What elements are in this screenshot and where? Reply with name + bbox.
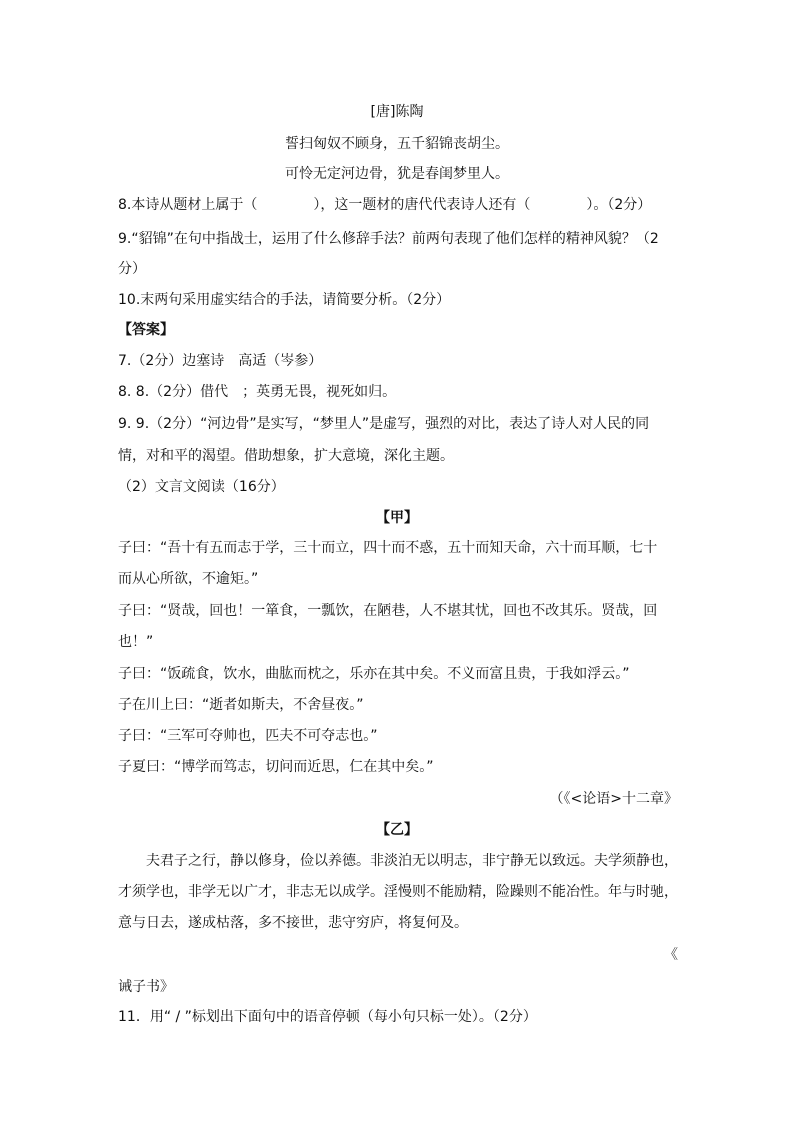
passage-jia-line: 子曰：“饭疏食，饮水，曲肱而枕之，乐亦在其中矣。不义而富且贵，于我如浮云。” [118,666,630,682]
passage-jia-title: 【甲】 [376,510,418,526]
passage-jia-source: （《<论语>十二章》 [549,791,678,807]
passage-yi-line: 意与日去，遂成枯落，多不接世，悲守穷庐，将复何及。 [118,915,468,931]
poem-author: [唐]陈陶 [370,104,424,120]
question-10: 10.末两句采用虚实结合的手法，请简要分析。（2分） [118,292,451,308]
passage-jia-line: 而从心所欲，不逾矩。” [118,571,259,587]
passage-jia-line: 也！” [118,634,154,650]
answer-7-prefix: 7.（2分）边塞诗 [118,353,225,369]
answer-7-suffix: 高适（岑参） [238,353,323,369]
question-9-line-2: 分） [118,261,146,277]
question-8: 8.本诗从题材上属于（ ），这一题材的唐代代表诗人还有（ ）。（2分） [118,197,652,213]
passage-yi-line: 夫君子之行，静以修身，俭以养德。非淡泊无以明志，非宁静无以致远。夫学须静也， [146,853,678,869]
passage-yi-line: 才须学也，非学无以广才，非志无以成学。淫慢则不能励精，险躁则不能冶性。年与时驰， [118,884,678,900]
poem-line-2: 可怜无定河边骨，犹是春闺梦里人。 [285,166,509,182]
passage-jia-line: 子夏曰：“博学而笃志，切问而近思，仁在其中矣。” [118,759,434,775]
passage-yi-source-title: 诫子书》 [118,979,174,995]
passage-yi-source-open: 《 [664,947,678,963]
answer-8: 8. 8.（2分）借代 ；英勇无畏，视死如归。 [118,384,397,400]
passage-jia-line: 子曰：“三军可夺帅也，匹夫不可夺志也。” [118,728,378,744]
question-11: 11．用“ / ”标划出下面句中的语音停顿（每小句只标一处）。（2分） [118,1009,537,1025]
poem-line-1: 誓扫匈奴不顾身，五千貂锦丧胡尘。 [285,136,509,152]
passage-jia-line: 子在川上曰：“逝者如斯夫，不舍昼夜。” [118,697,364,713]
passage-jia-line: 子曰：“贤哉，回也！一箪食，一瓢饮，在陋巷，人不堪其忧，回也不改其乐。贤哉，回 [118,603,658,619]
answer-9-line-1: 9. 9.（2分）“河边骨”是实写，“梦里人”是虚写，强烈的对比，表达了诗人对人民的同 [118,416,650,432]
section-2-heading: （2）文言文阅读（16分） [118,479,285,495]
answer-7 [118,351,322,371]
answer-heading: 【答案】 [118,322,174,338]
question-9-line-1: 9.“貂锦”在句中指战士，运用了什么修辞手法？前两句表现了他们怎样的精神风貌？（2 [118,231,659,247]
answer-9-line-2: 情，对和平的渴望。借助想象，扩大意境，深化主题。 [118,448,454,464]
passage-jia-line: 子曰：“吾十有五而志于学，三十而立，四十而不惑，五十而知天命，六十而耳顺，七十 [118,540,658,556]
passage-yi-title: 【乙】 [376,822,418,838]
